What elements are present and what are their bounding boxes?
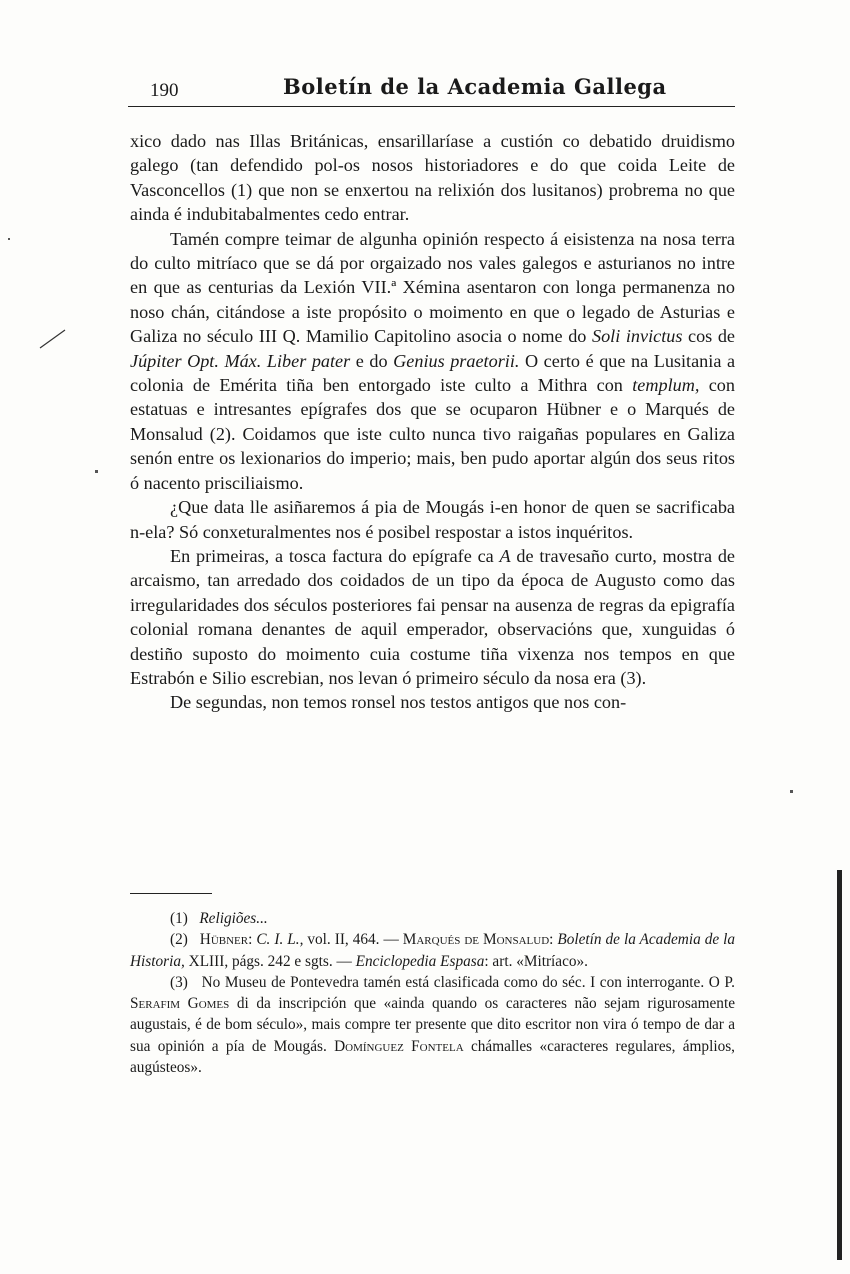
paragraph-1: xico dado nas Illas Británicas, ensarillaríase a custión co debatido druidismo galego (tan defendido pol-os nosos historiadores e do que coida Leite de Vasconcellos (1) que non se enxertou na relixión dos lusitanos) probrema no que ainda é indubitabalmentes cedo entrar. — [130, 131, 735, 225]
footnote-divider — [130, 893, 212, 894]
page-header — [128, 74, 735, 107]
running-title: Boletín de la Academia Gallega — [283, 74, 667, 99]
latin-term: Júpiter Opt. Máx. Liber pater — [130, 350, 351, 371]
paragraph-5: De segundas, non temos ronsel nos testos antigos que nos con- — [170, 692, 627, 713]
body-text — [130, 129, 735, 715]
scan-speck — [8, 238, 10, 240]
roman-numeral: III — [258, 326, 278, 347]
footnotes — [130, 908, 735, 1078]
footnote-3: (3) No Museu de Pontevedra tamén está clasificada como do séc. I con interrogante. O P. Serafim Gomes di da inscripción que «ainda quando os caracteres não sejam rigurosamente augustais, é de bom século», mais compre ter presente que dito escritor non vira ó tempo de dar a sua opinión a pía de Mougás. Domínguez Fontela chámalles «caracteres regulares, ámplios, augústeos». — [130, 973, 736, 1077]
paragraph-2: Tamén compre teimar de algunha opinión respecto á eisistenza na nosa terra do culto mitríaco que se dá por orgaizado nos vales galegos e asturianos no intre en que as centurias da Lexión VII.ª Xémina asentaron con longa permanenza no noso chán, citándose a iste propósito o moimento en que o legado de Asturias e Galiza no século III Q. Mamilio Capitolino asocia o nome do Soli invictus cos de Júpiter Opt. Máx. Liber pater e do Genius praetorii. O certo é que na Lusitania a colonia de Emérita tiña ben entorgado iste culto a Mithra con templum, con estatuas e intresantes epígrafes dos que se ocuparon Hübner e o Marqués de Monsalud (2). Coidamos que iste culto nunca tivo raigañas populares en Galiza senón entre os lexionarios do imperio; mais, ben pudo aportar algún dos seus ritos ó nacento prisciliaismo. — [130, 228, 736, 493]
scan-speck — [95, 470, 98, 473]
scan-edge-shadow — [837, 870, 842, 1260]
page-number: 190 — [150, 80, 179, 101]
latin-term: templum, — [632, 375, 700, 396]
latin-term: Soli invictus — [591, 326, 683, 347]
footnote-1: (1) Religiões... — [170, 910, 268, 927]
paragraph-3: ¿Que data lle asiñaremos á pia de Mougás i-en honor de quen se sacrificaba n-ela? Só conxeturalmentes nos é posibel respostar a istos inquéritos. — [130, 497, 735, 542]
footnote-2: (2) Hübner: C. I. L., vol. II, 464. — Marqués de Monsalud: Boletín de la Academia de la Historia, XLIII, págs. 242 e sgts. — Enciclopedia Espasa: art. «Mitríaco». — [130, 931, 736, 970]
letter-a: A — [499, 545, 511, 566]
latin-term: Genius praetorii. — [393, 350, 520, 371]
paragraph-4: En primeiras, a tosca factura do epígrafe ca A de travesaño curto, mostra de arcaismo, tan arredado dos coidados de un tipo da época de Augusto como das irregularidades dos séculos posteriores fai pensar na ausenza de regras da epigrafía colonial romana denantes de aquil emperador, observaciόns que, xunguidas ó destiño suposto do moimento cuia costume tiña vixenza nos tempos en que Estrabón e Silio escrebian, nos levan ó primeiro século da nosa era (3). — [130, 545, 735, 688]
scan-speck — [790, 790, 793, 793]
margin-pen-mark — [38, 328, 68, 350]
